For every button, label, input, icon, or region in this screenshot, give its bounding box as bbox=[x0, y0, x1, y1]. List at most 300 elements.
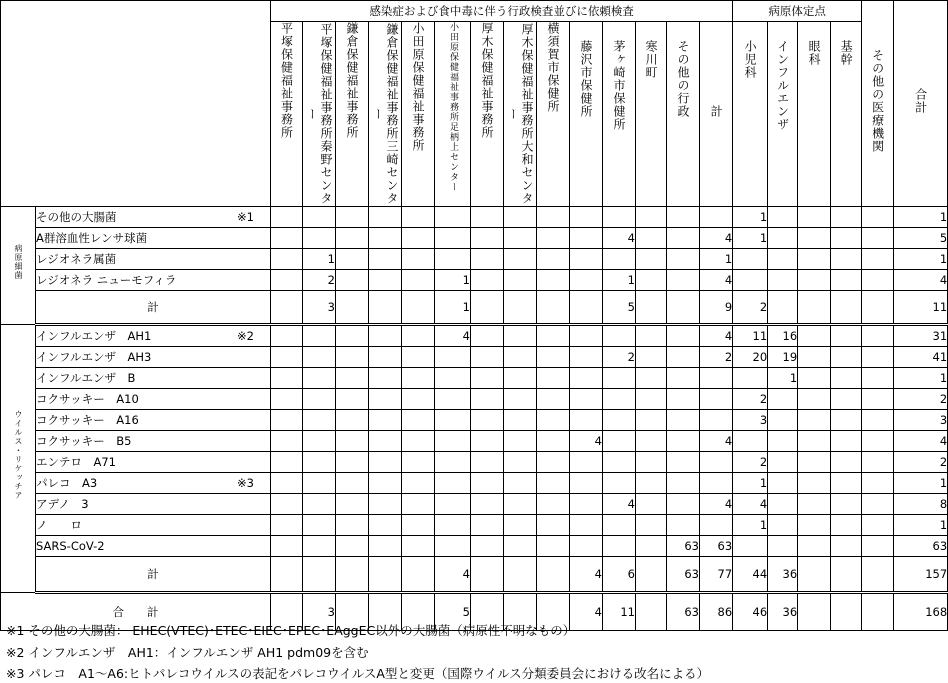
table-cell bbox=[402, 494, 435, 515]
table-cell bbox=[336, 452, 369, 473]
subtotal-cell bbox=[271, 557, 303, 593]
subtotal-cell: 36 bbox=[768, 557, 798, 593]
subtotal-cell bbox=[570, 291, 603, 325]
table-cell bbox=[504, 368, 537, 389]
table-cell bbox=[733, 249, 768, 270]
subtotal-cell bbox=[667, 291, 700, 325]
table-cell bbox=[700, 410, 733, 431]
table-cell bbox=[336, 431, 369, 452]
col-header: 小児科 bbox=[733, 22, 768, 207]
subtotal-cell: 4 bbox=[570, 557, 603, 593]
table-cell bbox=[435, 515, 471, 536]
table-cell: 1 bbox=[303, 249, 336, 270]
table-cell bbox=[537, 249, 570, 270]
table-cell bbox=[471, 325, 504, 347]
table-cell bbox=[336, 515, 369, 536]
table-cell bbox=[636, 347, 667, 368]
subtotal-cell: 2 bbox=[733, 291, 768, 325]
col-header: 眼科 bbox=[798, 22, 831, 207]
table-cell bbox=[700, 207, 733, 228]
table-cell bbox=[402, 515, 435, 536]
table-cell bbox=[603, 452, 636, 473]
table-cell bbox=[471, 270, 504, 291]
table-cell bbox=[504, 536, 537, 557]
table-cell bbox=[603, 473, 636, 494]
table-cell: 4 bbox=[603, 228, 636, 249]
table-cell bbox=[336, 347, 369, 368]
table-cell bbox=[636, 207, 667, 228]
table-cell bbox=[768, 228, 798, 249]
table-cell bbox=[336, 270, 369, 291]
subtotal-cell bbox=[336, 291, 369, 325]
table-cell bbox=[862, 249, 894, 270]
table-cell bbox=[570, 270, 603, 291]
grand-total-label: 合 計 bbox=[1, 593, 271, 631]
table-cell bbox=[831, 207, 862, 228]
row-label bbox=[36, 536, 271, 557]
col-header: その他の行政 bbox=[667, 22, 700, 207]
table-cell bbox=[271, 473, 303, 494]
table-cell bbox=[667, 325, 700, 347]
table-cell bbox=[369, 515, 402, 536]
table-cell bbox=[402, 368, 435, 389]
table-cell bbox=[798, 389, 831, 410]
table-cell bbox=[504, 410, 537, 431]
col-header: 藤沢市保健所 bbox=[570, 22, 603, 207]
table-cell: 2 bbox=[700, 347, 733, 368]
table-cell bbox=[831, 410, 862, 431]
table-cell bbox=[831, 325, 862, 347]
table-cell bbox=[369, 347, 402, 368]
table-cell bbox=[798, 410, 831, 431]
table-cell: 1 bbox=[894, 473, 948, 494]
table-cell bbox=[336, 249, 369, 270]
table-cell bbox=[636, 452, 667, 473]
table-cell: 4 bbox=[894, 270, 948, 291]
table-cell bbox=[831, 515, 862, 536]
table-cell: 4 bbox=[603, 494, 636, 515]
subtotal-cell bbox=[471, 291, 504, 325]
table-cell bbox=[798, 536, 831, 557]
grand-total-cell bbox=[798, 593, 831, 631]
table-cell: 4 bbox=[894, 431, 948, 452]
table-cell bbox=[435, 494, 471, 515]
table-cell bbox=[603, 368, 636, 389]
table-cell: 4 bbox=[700, 431, 733, 452]
table-cell bbox=[603, 389, 636, 410]
table-cell bbox=[504, 207, 537, 228]
table-cell bbox=[271, 515, 303, 536]
subtotal-label: 計 bbox=[36, 557, 271, 593]
table-cell bbox=[271, 494, 303, 515]
table-cell bbox=[570, 207, 603, 228]
table-cell bbox=[570, 536, 603, 557]
row-label bbox=[36, 249, 271, 270]
table-cell bbox=[768, 452, 798, 473]
table-cell bbox=[862, 207, 894, 228]
col-header: インフルエンザ bbox=[768, 22, 798, 207]
table-cell bbox=[369, 431, 402, 452]
table-cell bbox=[435, 389, 471, 410]
table-cell: 63 bbox=[894, 536, 948, 557]
table-cell bbox=[700, 389, 733, 410]
table-row bbox=[1, 410, 948, 431]
table-cell bbox=[667, 228, 700, 249]
table-cell bbox=[733, 431, 768, 452]
table-cell bbox=[402, 536, 435, 557]
subtotal-cell bbox=[798, 557, 831, 593]
table-cell bbox=[862, 325, 894, 347]
table-cell bbox=[471, 228, 504, 249]
table-cell: 1 bbox=[700, 249, 733, 270]
table-cell bbox=[636, 410, 667, 431]
col-header: 鎌倉保健福祉事務所 bbox=[336, 22, 369, 207]
row-name: A群溶血性レンサ球菌 bbox=[36, 231, 148, 245]
table-cell bbox=[271, 249, 303, 270]
table-cell bbox=[471, 249, 504, 270]
table-cell bbox=[369, 536, 402, 557]
table-cell bbox=[504, 228, 537, 249]
subtotal-label: 計 bbox=[36, 291, 271, 325]
subtotal-cell bbox=[504, 557, 537, 593]
subtotal-cell bbox=[636, 291, 667, 325]
table-cell bbox=[570, 452, 603, 473]
table-cell bbox=[402, 452, 435, 473]
table-cell bbox=[831, 347, 862, 368]
row-label bbox=[36, 515, 271, 536]
table-cell bbox=[798, 228, 831, 249]
table-row bbox=[1, 228, 948, 249]
table-cell bbox=[271, 452, 303, 473]
table-cell: 2 bbox=[894, 452, 948, 473]
col-header: 寒川町 bbox=[636, 22, 667, 207]
subtotal-cell: 3 bbox=[303, 291, 336, 325]
table-cell bbox=[768, 207, 798, 228]
table-cell bbox=[271, 207, 303, 228]
table-cell bbox=[471, 410, 504, 431]
table-cell bbox=[603, 325, 636, 347]
subtotal-row bbox=[1, 291, 948, 325]
table-cell bbox=[471, 536, 504, 557]
subtotal-cell bbox=[831, 557, 862, 593]
table-cell bbox=[636, 515, 667, 536]
table-row bbox=[1, 536, 948, 557]
table-cell: 1 bbox=[733, 515, 768, 536]
table-cell bbox=[402, 270, 435, 291]
table-cell bbox=[402, 431, 435, 452]
table-cell bbox=[271, 389, 303, 410]
table-cell bbox=[435, 473, 471, 494]
table-cell: 1 bbox=[768, 368, 798, 389]
table-cell bbox=[435, 207, 471, 228]
table-cell bbox=[504, 249, 537, 270]
table-cell bbox=[402, 325, 435, 347]
subtotal-cell bbox=[369, 291, 402, 325]
table-cell bbox=[336, 325, 369, 347]
table-cell bbox=[733, 270, 768, 291]
table-cell bbox=[636, 325, 667, 347]
table-cell bbox=[636, 270, 667, 291]
table-cell bbox=[303, 347, 336, 368]
table-cell bbox=[271, 347, 303, 368]
table-row bbox=[1, 473, 948, 494]
table-cell bbox=[504, 473, 537, 494]
group-label: 病原細菌 bbox=[1, 207, 36, 325]
table-cell bbox=[271, 325, 303, 347]
table-cell bbox=[369, 249, 402, 270]
table-cell bbox=[303, 228, 336, 249]
table-cell bbox=[435, 452, 471, 473]
row-label bbox=[36, 368, 271, 389]
table-cell bbox=[537, 410, 570, 431]
table-cell bbox=[667, 207, 700, 228]
table-cell bbox=[504, 452, 537, 473]
row-name: エンテロ A71 bbox=[36, 455, 116, 469]
row-note: ※2 bbox=[237, 329, 254, 343]
table-cell bbox=[700, 368, 733, 389]
table-cell bbox=[537, 536, 570, 557]
table-cell bbox=[798, 494, 831, 515]
subtotal-cell bbox=[402, 291, 435, 325]
table-cell bbox=[271, 228, 303, 249]
subtotal-cell bbox=[862, 291, 894, 325]
table-cell bbox=[336, 536, 369, 557]
row-name: コクサッキー B5 bbox=[36, 434, 132, 448]
table-cell bbox=[369, 270, 402, 291]
table-cell bbox=[831, 368, 862, 389]
row-label bbox=[36, 325, 271, 347]
table-row bbox=[1, 270, 948, 291]
table-cell bbox=[831, 270, 862, 291]
table-cell bbox=[570, 325, 603, 347]
table-cell bbox=[271, 431, 303, 452]
table-cell bbox=[570, 515, 603, 536]
subtotal-cell bbox=[831, 291, 862, 325]
table-cell bbox=[336, 228, 369, 249]
col-header: 横須賀市保健所 bbox=[537, 22, 570, 207]
table-cell bbox=[402, 228, 435, 249]
table-cell bbox=[862, 452, 894, 473]
table-row bbox=[1, 389, 948, 410]
col-header: 計 bbox=[700, 22, 733, 207]
other-medical-header: その他の医療機関 bbox=[862, 1, 894, 207]
table-cell bbox=[369, 207, 402, 228]
table-cell: 20 bbox=[733, 347, 768, 368]
group-label: ウイルス・リケッチア bbox=[1, 325, 36, 593]
table-cell bbox=[862, 270, 894, 291]
table-cell bbox=[402, 389, 435, 410]
table-cell: 1 bbox=[894, 207, 948, 228]
table-cell bbox=[768, 270, 798, 291]
table-cell bbox=[667, 249, 700, 270]
row-label bbox=[36, 347, 271, 368]
table-cell bbox=[336, 494, 369, 515]
table-cell bbox=[271, 368, 303, 389]
table-row bbox=[1, 515, 948, 536]
table-cell bbox=[303, 494, 336, 515]
table-cell bbox=[504, 389, 537, 410]
row-note: ※3 bbox=[237, 476, 254, 490]
table-cell bbox=[733, 536, 768, 557]
table-cell bbox=[369, 494, 402, 515]
table-cell bbox=[603, 515, 636, 536]
table-cell bbox=[862, 389, 894, 410]
row-name: レジオネラ ニューモフィラ bbox=[36, 273, 177, 287]
table-cell bbox=[537, 325, 570, 347]
table-cell bbox=[435, 249, 471, 270]
table-cell bbox=[303, 368, 336, 389]
grand-total-cell: 86 bbox=[700, 593, 733, 631]
table-cell bbox=[768, 536, 798, 557]
table-cell bbox=[667, 410, 700, 431]
table-cell bbox=[570, 347, 603, 368]
col-header: 小田原保健福祉事務所足柄上センター bbox=[435, 22, 471, 207]
table-cell bbox=[504, 325, 537, 347]
table-cell bbox=[603, 536, 636, 557]
table-cell bbox=[271, 410, 303, 431]
table-cell bbox=[831, 452, 862, 473]
table-cell bbox=[603, 207, 636, 228]
table-cell bbox=[862, 347, 894, 368]
table-cell bbox=[831, 249, 862, 270]
row-label bbox=[36, 431, 271, 452]
table-cell bbox=[831, 431, 862, 452]
row-name: アデノ 3 bbox=[36, 497, 89, 511]
table-cell bbox=[862, 473, 894, 494]
table-cell bbox=[303, 207, 336, 228]
table-cell bbox=[504, 270, 537, 291]
table-cell bbox=[369, 325, 402, 347]
table-cell bbox=[504, 494, 537, 515]
table-cell bbox=[570, 249, 603, 270]
table-cell bbox=[271, 270, 303, 291]
row-label bbox=[36, 473, 271, 494]
row-label bbox=[36, 410, 271, 431]
row-label bbox=[36, 452, 271, 473]
table-cell: 2 bbox=[733, 389, 768, 410]
table-cell bbox=[435, 410, 471, 431]
table-cell bbox=[603, 431, 636, 452]
subtotal-cell bbox=[504, 291, 537, 325]
table-cell: 1 bbox=[603, 270, 636, 291]
row-label bbox=[36, 389, 271, 410]
table-cell bbox=[831, 473, 862, 494]
row-name: ノ ロ bbox=[36, 518, 82, 532]
table-cell bbox=[862, 368, 894, 389]
table-cell: 63 bbox=[700, 536, 733, 557]
row-name: コクサッキー A10 bbox=[36, 392, 139, 406]
table-cell bbox=[471, 207, 504, 228]
table-cell bbox=[862, 536, 894, 557]
grand-total-cell: 168 bbox=[894, 593, 948, 631]
table-cell bbox=[471, 368, 504, 389]
table-cell: 1 bbox=[435, 270, 471, 291]
table-cell bbox=[471, 494, 504, 515]
table-cell bbox=[798, 249, 831, 270]
table-cell: 3 bbox=[733, 410, 768, 431]
table-cell bbox=[369, 368, 402, 389]
table-cell bbox=[603, 249, 636, 270]
table-cell: 1 bbox=[733, 473, 768, 494]
row-name: インフルエンザ B bbox=[36, 371, 136, 385]
table-cell: 4 bbox=[700, 228, 733, 249]
grand-total-cell: 36 bbox=[768, 593, 798, 631]
table-cell bbox=[831, 536, 862, 557]
table-cell bbox=[369, 228, 402, 249]
table-cell bbox=[636, 536, 667, 557]
table-cell bbox=[303, 515, 336, 536]
corner-cell bbox=[1, 1, 271, 207]
table-cell: 11 bbox=[733, 325, 768, 347]
subtotal-cell bbox=[798, 291, 831, 325]
table-cell bbox=[504, 347, 537, 368]
table-cell bbox=[402, 410, 435, 431]
subtotal-cell: 11 bbox=[894, 291, 948, 325]
col-header: 基幹 bbox=[831, 22, 862, 207]
row-name: SARS-CoV-2 bbox=[36, 539, 105, 553]
col-header: 厚木保健福祉事務所 bbox=[471, 22, 504, 207]
table-cell: 31 bbox=[894, 325, 948, 347]
subtotal-cell bbox=[537, 557, 570, 593]
grand-total-cell: 5 bbox=[435, 593, 471, 631]
table-cell bbox=[798, 368, 831, 389]
subtotal-cell: 5 bbox=[603, 291, 636, 325]
table-cell bbox=[667, 347, 700, 368]
col-header: 平塚保健福祉事務所秦野センター bbox=[303, 22, 336, 207]
subtotal-cell: 44 bbox=[733, 557, 768, 593]
table-cell bbox=[667, 515, 700, 536]
table-cell bbox=[369, 389, 402, 410]
table-cell bbox=[798, 473, 831, 494]
table-cell bbox=[537, 347, 570, 368]
table-cell bbox=[798, 270, 831, 291]
grand-total-cell bbox=[831, 593, 862, 631]
table-cell bbox=[537, 494, 570, 515]
table-cell bbox=[667, 452, 700, 473]
table-cell: 4 bbox=[733, 494, 768, 515]
grand-total-cell: 46 bbox=[733, 593, 768, 631]
table-cell bbox=[570, 389, 603, 410]
table-cell: 1 bbox=[894, 249, 948, 270]
col-header: 平塚保健福祉事務所 bbox=[271, 22, 303, 207]
table-cell bbox=[862, 515, 894, 536]
table-cell bbox=[537, 228, 570, 249]
table-cell: 2 bbox=[733, 452, 768, 473]
table-cell bbox=[831, 494, 862, 515]
table-cell bbox=[537, 473, 570, 494]
table-cell bbox=[768, 515, 798, 536]
table-cell bbox=[471, 431, 504, 452]
grand-total-cell: 63 bbox=[667, 593, 700, 631]
row-name: レジオネラ属菌 bbox=[36, 252, 117, 266]
table-cell bbox=[435, 368, 471, 389]
table-cell bbox=[733, 368, 768, 389]
table-cell bbox=[303, 536, 336, 557]
table-cell bbox=[798, 431, 831, 452]
table-cell: 8 bbox=[894, 494, 948, 515]
table-cell bbox=[537, 452, 570, 473]
table-cell: 19 bbox=[768, 347, 798, 368]
table-cell bbox=[862, 228, 894, 249]
table-row bbox=[1, 452, 948, 473]
table-cell: 1 bbox=[733, 207, 768, 228]
header-row-1 bbox=[1, 1, 948, 22]
table-cell bbox=[768, 410, 798, 431]
table-cell bbox=[471, 389, 504, 410]
subtotal-cell bbox=[862, 557, 894, 593]
table-cell bbox=[636, 473, 667, 494]
row-name: インフルエンザ AH1 bbox=[36, 329, 152, 343]
